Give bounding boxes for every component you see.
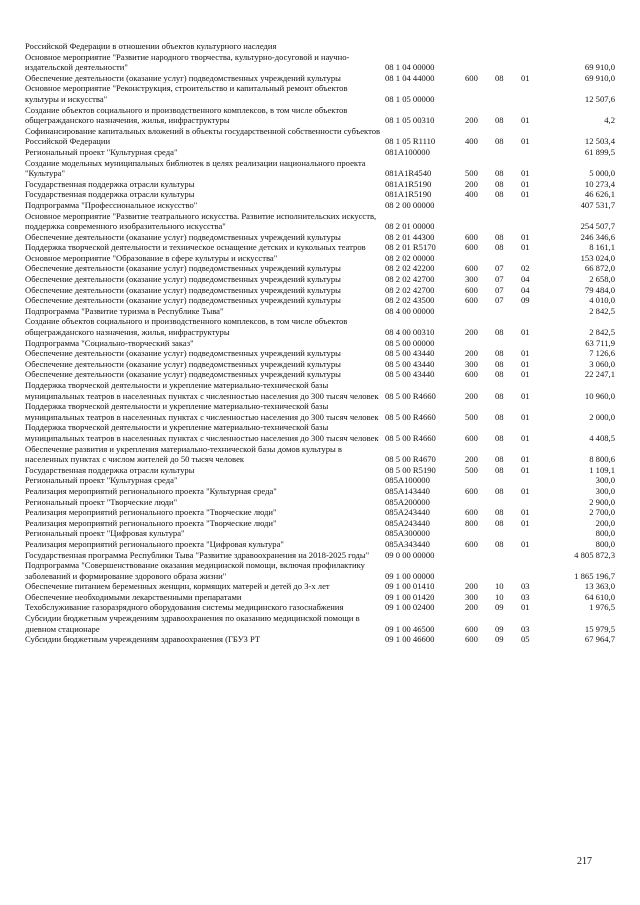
row-subsection: 01: [521, 390, 530, 401]
row-subsection: 01: [521, 72, 530, 83]
table-row: [25, 581, 615, 592]
row-name: Обеспечение деятельности (оказание услуг) подведомственных учреждений культуры: [25, 72, 341, 83]
table-row: [25, 444, 615, 465]
row-amount: 2 000,0: [589, 411, 615, 422]
row-amount: 5 000,0: [589, 168, 615, 179]
table-row: [25, 147, 615, 158]
row-target-code: 081A1R5190: [385, 178, 432, 189]
row-expense-type: 200: [465, 178, 478, 189]
row-amount: 2 700,0: [589, 507, 615, 518]
row-target-code: 081A100000: [385, 146, 430, 157]
row-amount: 10 960,0: [584, 390, 615, 401]
row-amount: 300,0: [595, 485, 615, 496]
row-section: 08: [495, 454, 504, 465]
row-target-code: 08 5 00 R4670: [385, 454, 436, 465]
row-amount: 7 126,6: [589, 348, 615, 359]
row-section: 09: [495, 634, 504, 645]
row-amount: 200,0: [595, 517, 615, 528]
row-expense-type: 200: [465, 327, 478, 338]
row-name: Софинансирование капитальных вложений в объекты государственной собственности субъектов Российской Федерации: [25, 125, 381, 147]
row-section: 08: [495, 242, 504, 253]
row-target-code: 08 2 02 43500: [385, 295, 435, 306]
row-name: Создание объектов социального и производственного комплексов, в том числе объектов общегражданского назначения, жилья, инфраструктуры: [25, 104, 348, 126]
row-subsection: 05: [521, 634, 530, 645]
row-target-code: 08 1 04 44000: [385, 72, 435, 83]
row-amount: 8 800,6: [589, 454, 615, 465]
row-expense-type: 200: [465, 390, 478, 401]
row-expense-type: 600: [465, 72, 478, 83]
row-expense-type: 600: [465, 295, 478, 306]
row-amount: 12 507,6: [584, 93, 615, 104]
row-subsection: 01: [521, 369, 530, 380]
table-row: [25, 263, 615, 274]
row-subsection: 01: [521, 538, 530, 549]
row-expense-type: 500: [465, 411, 478, 422]
row-subsection: 01: [521, 358, 530, 369]
row-amount: 3 060,0: [589, 358, 615, 369]
row-expense-type: 200: [465, 602, 478, 613]
table-row: [25, 507, 615, 518]
table-row: [25, 550, 615, 561]
row-name: Субсидии бюджетным учреждениям здравоохранения (ГБУЗ РТ: [25, 634, 261, 645]
row-amount: 1 865 196,7: [574, 570, 615, 581]
row-target-code: 08 5 00 R4660: [385, 390, 436, 401]
row-name: Техобслуживание газоразрядного оборудования системы медицинского газоснабжения: [25, 602, 344, 613]
row-amount: 1 109,1: [589, 464, 615, 475]
row-section: 07: [495, 274, 504, 285]
row-section: 08: [495, 517, 504, 528]
row-name: Подпрограмма "Социально-творческий заказ": [25, 337, 194, 348]
row-name: Обеспечение питанием беременных женщин, кормящих матерей и детей до 3-х лет: [25, 581, 330, 592]
row-amount: 246 346,6: [580, 231, 615, 242]
row-target-code: 08 5 00 43440: [385, 358, 435, 369]
row-expense-type: 200: [465, 348, 478, 359]
row-target-code: 085A200000: [385, 496, 430, 507]
row-section: 08: [495, 178, 504, 189]
row-target-code: 08 1 05 00000: [385, 93, 435, 104]
row-amount: 67 964,7: [584, 634, 615, 645]
row-name: Обеспечение деятельности (оказание услуг) подведомственных учреждений культуры: [25, 231, 341, 242]
row-name: Обеспечение необходимыми лекарственными препаратами: [25, 591, 242, 602]
row-target-code: 09 1 00 01410: [385, 581, 435, 592]
row-expense-type: 600: [465, 623, 478, 634]
row-name: Реализация мероприятий регионального проекта "Цифровая культура": [25, 538, 284, 549]
row-amount: 4 408,5: [589, 432, 615, 443]
row-expense-type: 600: [465, 538, 478, 549]
row-target-code: 08 2 01 44300: [385, 231, 435, 242]
row-target-code: 085A343440: [385, 538, 430, 549]
row-target-code: 08 2 02 42700: [385, 284, 435, 295]
row-expense-type: 600: [465, 263, 478, 274]
row-subsection: 04: [521, 284, 530, 295]
row-amount: 10 273,4: [584, 178, 615, 189]
row-subsection: 01: [521, 517, 530, 528]
row-section: 08: [495, 411, 504, 422]
row-name: Региональный проект "Культурная среда": [25, 146, 178, 157]
row-amount: 4 805 872,3: [574, 549, 615, 560]
row-amount: 64 610,0: [584, 591, 615, 602]
row-target-code: 09 1 00 46500: [385, 623, 435, 634]
table-row: [25, 475, 615, 486]
row-name: Основное мероприятие "Развитие театрального искусства. Развитие исполнительских искусств, поддержка современного изобразительного искусства": [25, 210, 377, 232]
row-expense-type: 600: [465, 231, 478, 242]
row-target-code: 09 1 00 00000: [385, 570, 435, 581]
row-subsection: 03: [521, 591, 530, 602]
row-target-code: 081A1R4540: [385, 168, 432, 179]
row-amount: 8 161,1: [589, 242, 615, 253]
row-subsection: 01: [521, 432, 530, 443]
table-row: [25, 369, 615, 380]
row-name: Субсидии бюджетным учреждениям здравоохранения по оказанию медицинской помощи в дневном стационаре: [25, 613, 360, 634]
row-target-code: 08 1 05 00310: [385, 115, 435, 126]
row-name: Региональный проект "Творческие люди": [25, 496, 178, 507]
row-name: Основное мероприятие "Реконструкция, строительство и капитальный ремонт объектов культуры и искусства": [25, 83, 348, 104]
row-section: 08: [495, 358, 504, 369]
row-amount: 12 503,4: [584, 136, 615, 147]
row-section: 08: [495, 168, 504, 179]
row-amount: 69 910,0: [584, 62, 615, 73]
row-name: Обеспечение деятельности (оказание услуг) подведомственных учреждений культуры: [25, 284, 341, 295]
row-name: Подпрограмма "Совершенствование оказания медицинской помощи, включая профилактику заболеваний и формирование здорового образа жизни": [25, 560, 365, 581]
row-amount: 1 976,5: [589, 602, 615, 613]
table-row: [25, 592, 615, 603]
row-subsection: 01: [521, 327, 530, 338]
row-name: Подпрограмма "Развитие туризма в Республике Тыва": [25, 305, 224, 316]
row-subsection: 01: [521, 602, 530, 613]
row-subsection: 01: [521, 178, 530, 189]
row-subsection: 03: [521, 623, 530, 634]
table-row: [25, 242, 615, 253]
row-subsection: 03: [521, 581, 530, 592]
row-section: 09: [495, 602, 504, 613]
row-expense-type: 200: [465, 581, 478, 592]
row-target-code: 08 2 02 42200: [385, 263, 435, 274]
row-target-code: 08 2 01 R5170: [385, 242, 436, 253]
row-amount: 4 010,0: [589, 295, 615, 306]
row-section: 08: [495, 327, 504, 338]
row-target-code: 08 5 00 R5190: [385, 464, 436, 475]
row-amount: 407 531,7: [580, 199, 615, 210]
row-name: Создание объектов социального и производственного комплексов, в том числе объектов общегражданского назначения, жилья, инфраструктуры: [25, 316, 348, 338]
row-expense-type: 800: [465, 517, 478, 528]
table-row: [25, 73, 615, 84]
row-target-code: 08 5 00 R4660: [385, 411, 436, 422]
table-row: [25, 602, 615, 613]
row-name: Реализация мероприятий регионального проекта "Творческие люди": [25, 507, 277, 518]
row-subsection: 01: [521, 189, 530, 200]
row-expense-type: 600: [465, 432, 478, 443]
table-row: [25, 306, 615, 317]
table-row: [25, 560, 615, 581]
table-row: [25, 52, 615, 73]
row-subsection: 01: [521, 411, 530, 422]
row-expense-type: 600: [465, 242, 478, 253]
row-target-code: 09 0 00 00000: [385, 549, 435, 560]
row-expense-type: 600: [465, 485, 478, 496]
row-subsection: 09: [521, 295, 530, 306]
row-target-code: 085A300000: [385, 528, 430, 539]
row-target-code: 09 1 00 46600: [385, 634, 435, 645]
row-expense-type: 600: [465, 507, 478, 518]
row-target-code: 09 1 00 01420: [385, 591, 435, 602]
row-expense-type: 600: [465, 284, 478, 295]
table-row: [25, 348, 615, 359]
row-expense-type: 600: [465, 369, 478, 380]
table-row: [25, 253, 615, 264]
row-target-code: 085A100000: [385, 475, 430, 486]
row-name: Государственная программа Республики Тыва "Развитие здравоохранения на 2018-2025 годы": [25, 549, 370, 560]
row-amount: 46 626,1: [584, 189, 615, 200]
row-name: Обеспечение деятельности (оказание услуг) подведомственных учреждений культуры: [25, 274, 341, 285]
row-section: 08: [495, 72, 504, 83]
row-section: 09: [495, 623, 504, 634]
row-expense-type: 300: [465, 274, 478, 285]
table-row: [25, 83, 615, 104]
row-section: 08: [495, 136, 504, 147]
row-name: Обеспечение деятельности (оказание услуг) подведомственных учреждений культуры: [25, 348, 341, 359]
row-section: 10: [495, 591, 504, 602]
row-section: 08: [495, 115, 504, 126]
table-row: [25, 465, 615, 476]
row-target-code: 08 2 01 00000: [385, 221, 435, 232]
row-name: Обеспечение деятельности (оказание услуг) подведомственных учреждений культуры: [25, 369, 341, 380]
row-amount: 300,0: [595, 475, 615, 486]
budget-table: [25, 41, 615, 645]
row-section: 08: [495, 538, 504, 549]
row-amount: 800,0: [595, 528, 615, 539]
row-target-code: 08 5 00 43440: [385, 369, 435, 380]
row-subsection: 01: [521, 464, 530, 475]
row-section: 08: [495, 485, 504, 496]
row-expense-type: 200: [465, 454, 478, 465]
table-row: [25, 232, 615, 243]
row-name: Региональный проект "Культурная среда": [25, 475, 178, 486]
row-amount: 22 247,1: [584, 369, 615, 380]
row-amount: 2 658,0: [589, 274, 615, 285]
table-row: [25, 528, 615, 539]
row-amount: 69 910,0: [584, 72, 615, 83]
table-row: [25, 179, 615, 190]
table-row: [25, 189, 615, 200]
table-row: [25, 105, 615, 126]
row-section: 08: [495, 369, 504, 380]
row-subsection: 01: [521, 115, 530, 126]
page-number: 217: [577, 856, 592, 867]
row-target-code: 08 4 00 00310: [385, 327, 435, 338]
row-name: Государственная поддержка отрасли культуры: [25, 189, 195, 200]
row-expense-type: 500: [465, 168, 478, 179]
row-section: 08: [495, 390, 504, 401]
row-amount: 153 024,0: [580, 252, 615, 263]
table-row: [25, 497, 615, 508]
row-target-code: 08 2 02 42700: [385, 274, 435, 285]
table-row: [25, 634, 615, 645]
row-subsection: 01: [521, 507, 530, 518]
row-amount: 2 842,5: [589, 305, 615, 316]
row-subsection: 01: [521, 485, 530, 496]
row-amount: 79 484,0: [584, 284, 615, 295]
row-name: Обеспечение деятельности (оказание услуг) подведомственных учреждений культуры: [25, 358, 341, 369]
row-section: 08: [495, 432, 504, 443]
row-subsection: 01: [521, 348, 530, 359]
table-row: [25, 200, 615, 211]
row-section: 08: [495, 348, 504, 359]
row-amount: 4,2: [604, 115, 615, 126]
row-subsection: 01: [521, 231, 530, 242]
row-name: Поддержка творческой деятельности и укрепление материально-технической базы муниципальных театров в населенных пунктах с численностью населения до 300 тысяч человек: [25, 422, 379, 443]
row-name: Государственная поддержка отрасли культуры: [25, 178, 195, 189]
row-expense-type: 400: [465, 136, 478, 147]
row-target-code: 08 5 00 00000: [385, 337, 435, 348]
table-row: [25, 486, 615, 497]
row-amount: 254 507,7: [580, 221, 615, 232]
row-target-code: 08 5 00 43440: [385, 348, 435, 359]
row-name: Поддержка творческой деятельности и техническое оснащение детских и кукольных театров: [25, 242, 366, 253]
row-name: Обеспечение деятельности (оказание услуг) подведомственных учреждений культуры: [25, 295, 341, 306]
table-row: [25, 359, 615, 370]
row-name: Поддержка творческой деятельности и укрепление материально-технической базы муниципальных театров в населенных пунктах с численностью населения до 300 тысяч человек: [25, 401, 379, 422]
table-row: [25, 126, 615, 147]
row-section: 07: [495, 263, 504, 274]
row-name: Основное мероприятие "Развитие народного творчества, культурно-досуговой и научно-издательской деятельности": [25, 51, 350, 73]
row-name: Основное мероприятие "Образование в сфере культуры и искусства": [25, 252, 278, 263]
table-row: [25, 158, 615, 179]
row-name: Региональный проект "Цифровая культура": [25, 528, 185, 539]
row-target-code: 085A143440: [385, 485, 430, 496]
row-target-code: 08 1 05 R1110: [385, 136, 436, 147]
row-target-code: 081A1R5190: [385, 189, 432, 200]
table-row: [25, 401, 615, 422]
row-expense-type: 200: [465, 115, 478, 126]
row-subsection: 01: [521, 242, 530, 253]
row-name: Обеспечение развития и укрепления материально-технической базы домов культуры в населенных пунктах с числом жителей до 50 тысяч человек: [25, 443, 342, 465]
row-target-code: 08 1 04 00000: [385, 62, 435, 73]
row-target-code: 08 4 00 00000: [385, 305, 435, 316]
row-target-code: 08 2 02 00000: [385, 252, 435, 263]
row-name: Создание модельных муниципальных библиотек в целях реализации национального проекта "Культура": [25, 157, 366, 179]
row-amount: 15 979,5: [584, 623, 615, 634]
row-amount: 2 900,0: [589, 496, 615, 507]
row-section: 08: [495, 189, 504, 200]
table-row: [25, 380, 615, 401]
row-name: Реализация мероприятий регионального проекта "Культурная среда": [25, 485, 277, 496]
row-target-code: 08 2 00 00000: [385, 199, 435, 210]
row-name: Реализация мероприятий регионального проекта "Творческие люди": [25, 517, 277, 528]
table-row: [25, 295, 615, 306]
row-amount: 2 842,5: [589, 327, 615, 338]
row-target-code: 085A243440: [385, 517, 430, 528]
row-amount: 66 872,0: [584, 263, 615, 274]
row-name: Обеспечение деятельности (оказание услуг) подведомственных учреждений культуры: [25, 263, 341, 274]
row-subsection: 01: [521, 454, 530, 465]
row-subsection: 02: [521, 263, 530, 274]
row-expense-type: 500: [465, 464, 478, 475]
row-name: Российской Федерации в отношении объектов культурного наследия: [25, 41, 277, 51]
row-name: Подпрограмма "Профессиональное искусство": [25, 199, 198, 210]
row-amount: 61 899,5: [584, 146, 615, 157]
row-expense-type: 400: [465, 189, 478, 200]
row-target-code: 085A243440: [385, 507, 430, 518]
row-amount: 13 363,0: [584, 581, 615, 592]
table-row: [25, 316, 615, 337]
row-expense-type: 300: [465, 591, 478, 602]
row-section: 08: [495, 231, 504, 242]
row-target-code: 09 1 00 02400: [385, 602, 435, 613]
table-row: [25, 41, 615, 52]
row-target-code: 08 5 00 R4660: [385, 432, 436, 443]
row-subsection: 01: [521, 168, 530, 179]
row-subsection: 01: [521, 136, 530, 147]
row-section: 08: [495, 464, 504, 475]
table-row: [25, 613, 615, 634]
table-row: [25, 274, 615, 285]
row-name: Поддержка творческой деятельности и укрепление материально-технической базы муниципальных театров в населенных пунктах с численностью населения до 300 тысяч человек: [25, 380, 379, 401]
table-row: [25, 518, 615, 529]
row-section: 07: [495, 295, 504, 306]
row-amount: 63 711,9: [585, 337, 615, 348]
table-row: [25, 539, 615, 550]
table-row: [25, 422, 615, 443]
row-section: 07: [495, 284, 504, 295]
table-row: [25, 211, 615, 232]
row-expense-type: 600: [465, 634, 478, 645]
row-expense-type: 300: [465, 358, 478, 369]
row-subsection: 04: [521, 274, 530, 285]
table-row: [25, 338, 615, 349]
row-section: 10: [495, 581, 504, 592]
row-name: Государственная поддержка отрасли культуры: [25, 464, 195, 475]
row-amount: 800,0: [595, 538, 615, 549]
table-row: [25, 285, 615, 296]
row-section: 08: [495, 507, 504, 518]
